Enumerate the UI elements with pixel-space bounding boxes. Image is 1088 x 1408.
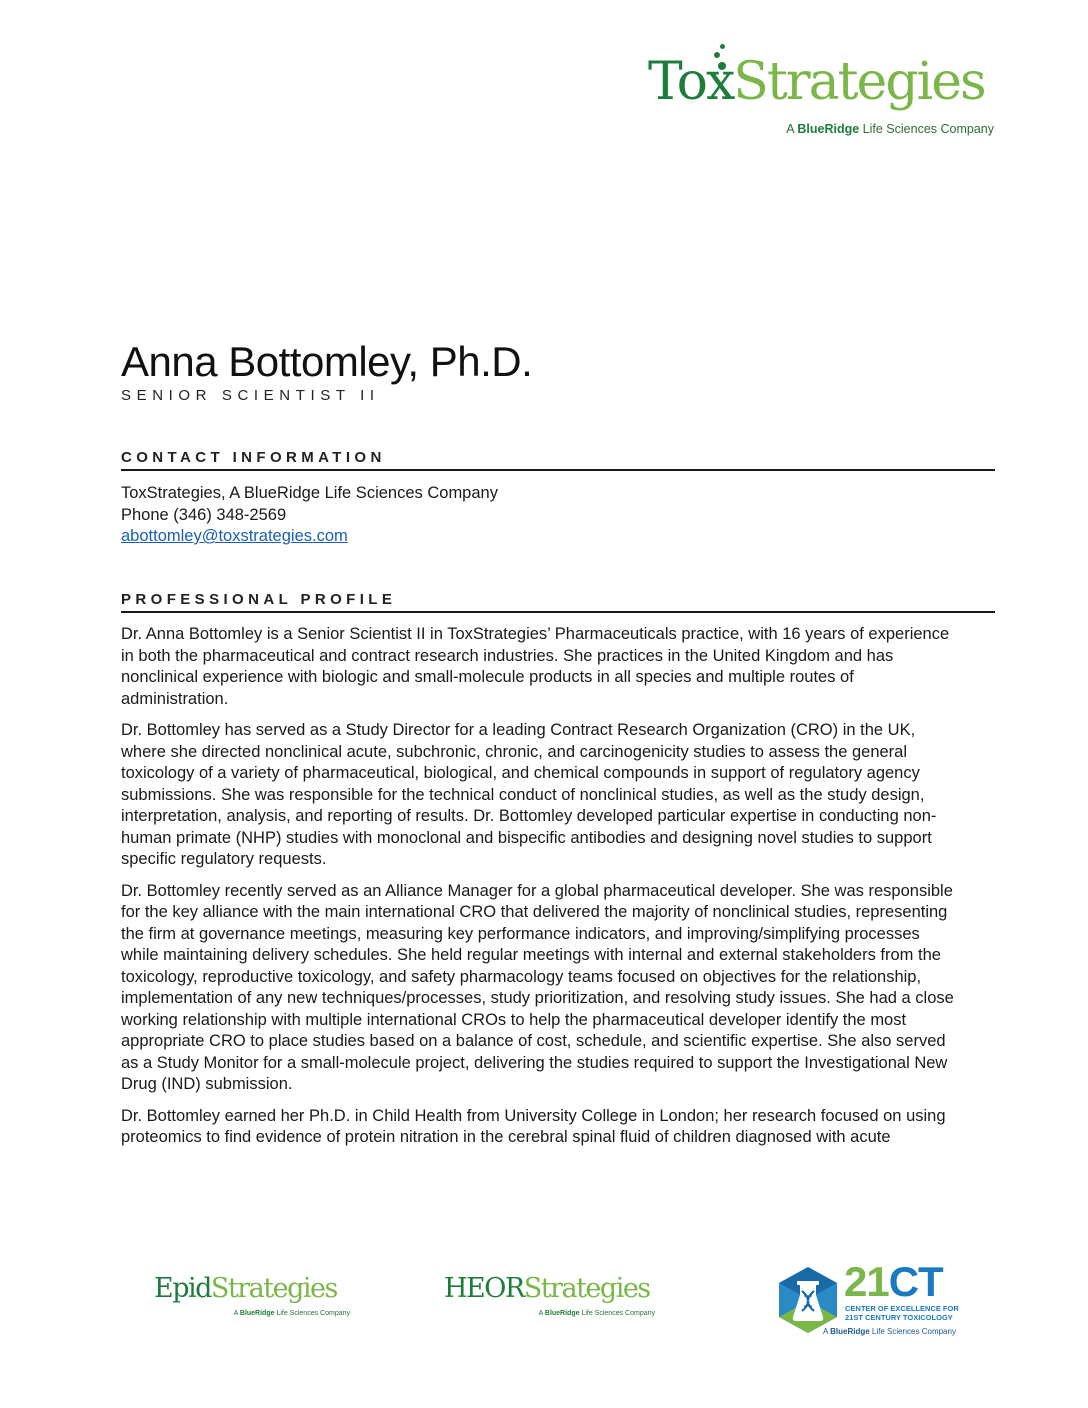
contact-phone: Phone (346) 348-2569 xyxy=(121,505,287,524)
text-line: interpretation, analysis, and reporting of results. Dr. Bottomley developed particular expertise in conducting non- xyxy=(121,807,937,825)
text-line: appropriate CRO to place studies based on a balance of cost, schedule, and scientific expertise. She also served xyxy=(121,1032,946,1050)
epid-tagline xyxy=(234,1310,350,1317)
profile-paragraph xyxy=(121,881,1001,1096)
tagline-brand: BlueRidge xyxy=(830,1327,870,1336)
epid-word-light: Strategies xyxy=(210,1273,337,1304)
21ct-wordmark xyxy=(844,1259,943,1305)
logo-word-dark: Tox xyxy=(648,52,734,112)
heorstrategies-logo xyxy=(444,1272,659,1324)
tagline-brand: BlueRidge xyxy=(544,1310,580,1317)
profile-heading: PROFESSIONAL PROFILE xyxy=(121,591,995,613)
tagline-suffix: Life Sciences Company xyxy=(869,1327,956,1336)
tagline-prefix: A xyxy=(538,1310,545,1317)
profile-body xyxy=(121,624,1001,1159)
text-line: while maintaining delivery schedules. She held regular meetings with internal and external stakeholders from the xyxy=(121,946,941,964)
profile-paragraph xyxy=(121,720,1001,871)
logo-wordmark xyxy=(648,52,985,112)
text-line: toxicology of a variety of pharmaceutical, biological, and chemical compounds in support of regulatory agency xyxy=(121,764,920,782)
text-line: the firm at governance meetings, measuring key performance indicators, and improving/simplifying processes xyxy=(121,924,920,943)
logo-word-light: Strategies xyxy=(733,52,985,112)
21ct-word-green: 21 xyxy=(844,1258,889,1305)
text-line: Drug (IND) submission. xyxy=(121,1075,293,1093)
text-line: submissions. She was responsible for the technical conduct of nonclinical studies, as well as the study design, xyxy=(121,785,925,804)
text-line: implementation of any new techniques/processes, study prioritization, and resolving study issues. She had a close xyxy=(121,989,954,1007)
text-line: Dr. Bottomley has served as a Study Director for a leading Contract Research Organization (CRO) in the UK, xyxy=(121,721,916,739)
tagline-suffix: Life Sciences Company xyxy=(274,1310,350,1317)
tagline-prefix: A xyxy=(823,1327,831,1336)
tagline-suffix: Life Sciences Company xyxy=(579,1310,655,1317)
21ct-line1: CENTER OF EXCELLENCE FOR xyxy=(845,1304,959,1313)
tagline-brand: BlueRidge xyxy=(239,1310,275,1317)
person-name: Anna Bottomley, Ph.D. xyxy=(121,338,533,385)
contact-block xyxy=(121,483,498,548)
profile-paragraph xyxy=(121,1106,1001,1149)
logo-tagline xyxy=(786,122,994,136)
contact-company: ToxStrategies, A BlueRidge Life Sciences Company xyxy=(121,484,498,502)
epid-word-dark: Epid xyxy=(154,1273,211,1304)
epid-wordmark xyxy=(154,1272,337,1306)
profile-paragraph xyxy=(121,624,1001,710)
text-line: working relationship with multiple international CROs to help the pharmaceutical developer identify the most xyxy=(121,1010,907,1029)
text-line: nonclinical experience with biologic and small-molecule products in all species and multiple routes of xyxy=(121,668,854,686)
text-line: for the key alliance with the main international CRO that delivered the majority of nonclinical studies, representing xyxy=(121,903,948,921)
text-line: human primate (NHP) studies with monoclonal and bispecific antibodies and designing novel studies to support xyxy=(121,828,932,847)
heor-word-dark: HEOR xyxy=(444,1273,524,1304)
epidstrategies-logo xyxy=(154,1272,354,1324)
heor-wordmark xyxy=(444,1272,650,1306)
text-line: Dr. Anna Bottomley is a Senior Scientist II in ToxStrategies’ Pharmaceuticals practice, with 16 years of experience xyxy=(121,625,950,643)
text-line: administration. xyxy=(121,689,229,708)
text-line: specific regulatory requests. xyxy=(121,850,327,868)
text-line: Dr. Bottomley earned her Ph.D. in Child Health from University College in London; her research focused on using xyxy=(121,1106,946,1125)
21ct-word-blue: CT xyxy=(888,1258,943,1305)
tagline-brand: BlueRidge xyxy=(797,122,860,136)
contact-email-link[interactable]: abottomley@toxstrategies.com xyxy=(121,527,348,545)
heor-tagline xyxy=(539,1310,655,1317)
contact-heading: CONTACT INFORMATION xyxy=(121,449,995,471)
tagline-prefix: A xyxy=(233,1310,240,1317)
heor-word-light: Strategies xyxy=(523,1273,650,1304)
21ct-tagline xyxy=(823,1327,956,1336)
dna-flask-hexagon-icon xyxy=(777,1265,839,1335)
text-line: toxicology, reproductive toxicology, and safety pharmacology teams focused on objectives for the relationship, xyxy=(121,967,922,986)
tagline-suffix: Life Sciences Company xyxy=(859,122,994,136)
text-line: Dr. Bottomley recently served as an Alliance Manager for a global pharmaceutical developer. She was responsible xyxy=(121,881,953,900)
text-line: where she directed nonclinical acute, subchronic, chronic, and carcinogenicity studies to assess the general xyxy=(121,742,908,761)
21ct-line2: 21ST CENTURY TOXICOLOGY xyxy=(845,1313,953,1322)
text-line: in both the pharmaceutical and contract research industries. She practices in the United Kingdom and has xyxy=(121,646,894,665)
21ct-logo xyxy=(777,1258,967,1340)
text-line: as a Study Monitor for a small-molecule project, delivering the studies required to support the Investigational New xyxy=(121,1053,948,1072)
text-line: proteomics to find evidence of protein nitration in the cerebral spinal fluid of children diagnosed with acute xyxy=(121,1128,891,1146)
person-title: SENIOR SCIENTIST II xyxy=(121,387,380,404)
toxstrategies-logo xyxy=(648,42,1000,142)
tagline-prefix: A xyxy=(786,122,798,136)
